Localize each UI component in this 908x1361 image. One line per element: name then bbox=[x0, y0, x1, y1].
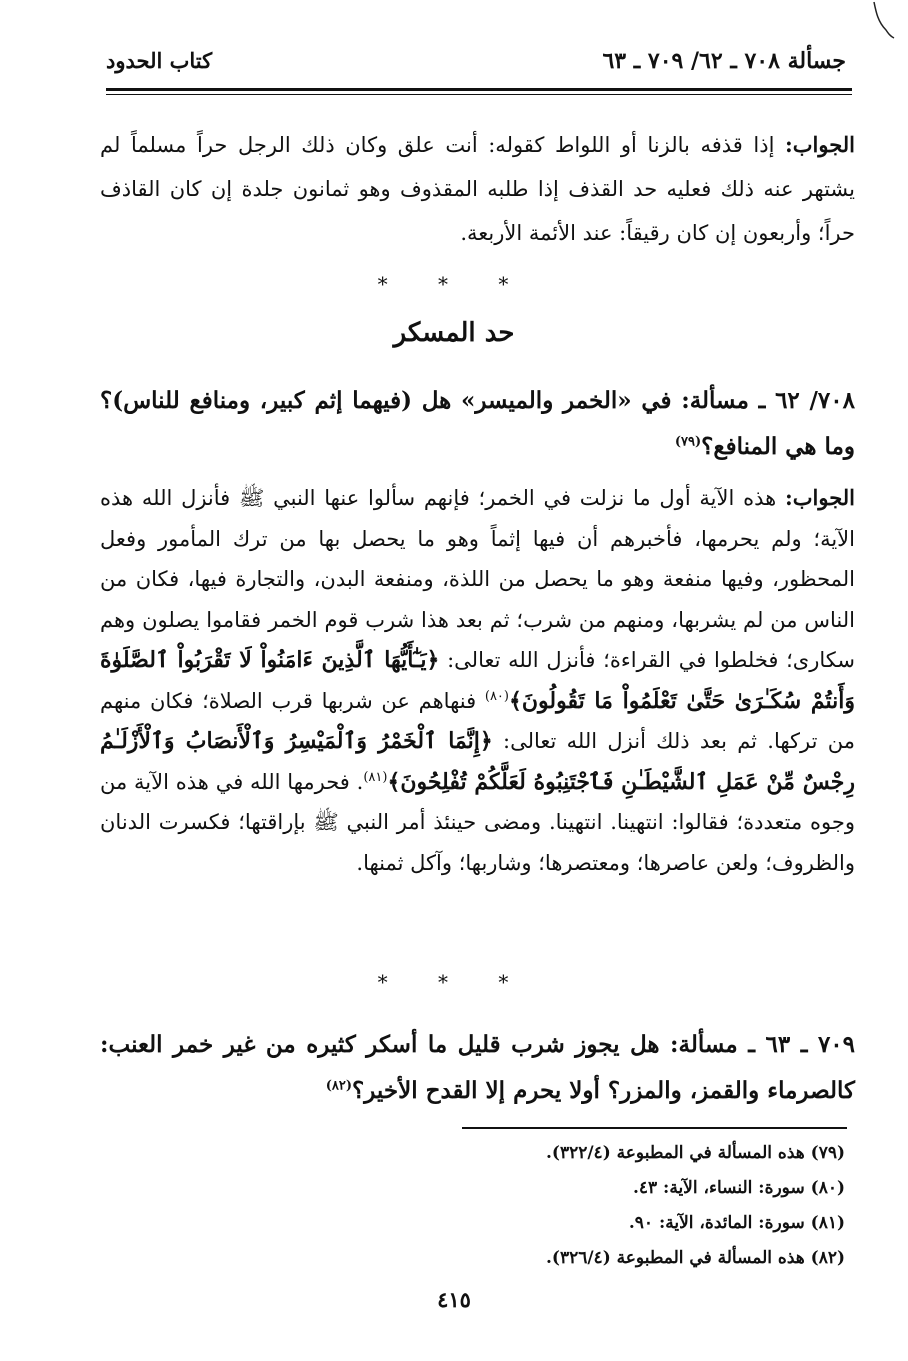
footnote-ref: (٨٢) bbox=[325, 1078, 353, 1094]
running-header bbox=[106, 48, 846, 82]
section-title: حد المسكر bbox=[393, 318, 515, 348]
footnote-ref: (٨٠) bbox=[484, 688, 509, 704]
footnote-item: (٧٩) هذه المسألة في المطبوعة (٣٢٢/٤). bbox=[545, 1143, 845, 1163]
pen-mark-icon bbox=[868, 0, 898, 40]
footnote-item: (٨٢) هذه المسألة في المطبوعة (٣٢٦/٤). bbox=[545, 1248, 845, 1268]
answer-label: الجواب: bbox=[784, 132, 855, 157]
question-text: ٧٠٩ ـ ٦٣ ـ مسألة: هل يجوز شرب قليل ما أسكر كثيره من غير خمر العنب: كالصرماء والقمز، والمزر؟ أولا يحرم إلا القدح الأخير؟ bbox=[100, 1031, 855, 1104]
question-text: ٧٠٨/ ٦٢ ـ مسألة: في «الخمر والميسر» هل (فيهما إثم كبير، ومنافع للناس)؟ وما هي المنافع؟ bbox=[100, 387, 855, 460]
quran-verse-2: ﴿إِنَّمَا ٱلْخَمْرُ وَٱلْمَيْسِرُ وَٱلْأَنصَابُ وَٱلْأَزْلَـٰمُ رِجْسٌ مِّنْ عَمَلِ ٱلشَّيْطَـٰنِ فَٱجْتَنِبُوهُ لَعَلَّكُمْ تُفْلِحُونَ﴾ bbox=[100, 728, 855, 795]
answer-label: الجواب: bbox=[785, 485, 855, 510]
answer-text-part-2: فنهاهم عن شربها قرب الصلاة؛ فكان منهم من تركها. ثم بعد ذلك أنزل الله تعالى: bbox=[100, 688, 855, 753]
answer-text-part-1: هذه الآية أول ما نزلت في الخمر؛ فإنهم سألوا عنها النبي ﷺ فأنزل الله هذه الآية؛ ولم يحرمها، فأخبرهم أن فيها إثماً وهو ما يحصل بها من ترك المأمور وفعل المحظور، وفيها منفعة وهو ما يحصل من اللذة، ومنفعة البدن، والتجارة فيها، فكان من الناس من لم يشربها، ومنهم من شرب؛ ثم بعد هذا شرب قوم الخمر فقاموا يصلون وهم سكارى؛ فخلطوا في القراءة؛ فأنزل الله تعالى: bbox=[100, 486, 855, 672]
header-book-title: كتاب الحدود bbox=[106, 48, 213, 73]
answer-708 bbox=[100, 478, 855, 883]
header-question-range: جسألة ٧٠٨ ـ ٦٢/ ٧٠٩ ـ ٦٣ bbox=[602, 48, 846, 74]
question-708 bbox=[100, 378, 855, 470]
answer-text-part-3: . فحرمها الله في هذه الآية من وجوه متعددة؛ فقالوا: انتهينا. انتهينا. ومضى حينئذ أمر النبي ﷺ بإراقتها؛ فكسرت الدنان والظروف؛ ولعن عاصرها؛ ومعتصرها؛ وشاربها؛ وآكل ثمنها. bbox=[100, 769, 855, 875]
footnote-item: (٨٠) سورة: النساء، الآية: ٤٣. bbox=[632, 1178, 845, 1198]
header-rule-thick bbox=[106, 88, 852, 91]
answer-qadhf bbox=[100, 123, 855, 255]
header-rule-thin bbox=[106, 94, 852, 95]
page-number: ٤١٥ bbox=[437, 1287, 471, 1312]
question-709 bbox=[100, 1022, 855, 1114]
footnotes bbox=[300, 1136, 845, 1276]
quran-verse-1: ﴿يَـٰٓأَيُّهَا ٱلَّذِينَ ءَامَنُواْ لَا تَقْرَبُواْ ٱلصَّلَوٰةَ وَأَنتُمْ سُكَـٰرَىٰ حَتَّىٰ تَعْلَمُواْ مَا تَقُولُونَ﴾ bbox=[100, 647, 855, 714]
separator-stars: * * * bbox=[377, 970, 531, 994]
separator-stars: * * * bbox=[377, 272, 531, 296]
footnote-item: (٨١) سورة: المائدة، الآية: ٩٠. bbox=[628, 1213, 845, 1233]
footnote-ref: (٨١) bbox=[363, 769, 388, 785]
footnote-ref: (٧٩) bbox=[674, 434, 702, 450]
answer-text: إذا قذفه بالزنا أو اللواط كقوله: أنت علق وكان ذلك الرجل حراً مسلماً لم يشتهر عنه ذلك فعليه حد القذف إذا طلبه المقذوف وهو ثمانون جلدة إن كان القاذف حراً؛ وأربعون إن كان رقيقاً: عند الأئمة الأربعة. bbox=[100, 133, 855, 245]
footnote-rule bbox=[462, 1127, 847, 1129]
